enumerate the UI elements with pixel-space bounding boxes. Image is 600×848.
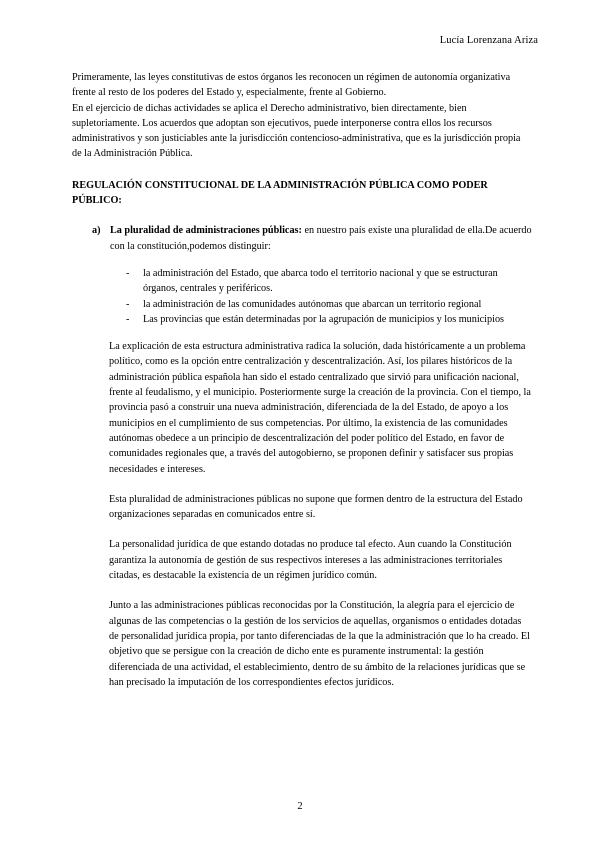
list-item-a-body [110,223,532,254]
intro-paragraph-1: Primeramente, las leyes constitutivas de estos órganos les reconocen un régimen de autonomía organizativa frente al resto de los poderes del Estado y, especialmente, frente al Gobierno. [72,72,511,99]
body-paragraph-4: Junto a las administraciones públicas reconocidas por la Constitución, la alegría para el ejercicio de algunas de las competencias o la gestión de los servicios de aquellas, organismos o entidades dotadas de personalidad jurídica propia, por tanto diferenciadas de la que la administración que lo ha creado. El objetivo que se persigue con la creación de dicho ente es puramente instrumental: la gestión diferenciada de una actividad, el establecimiento, dentro de su ámbito de la relaciones jurídicas que se han precisado la imputación de los correspondientes efectos jurídicos. [109,600,530,688]
dash-list-item: - Las provincias que están determinadas por la agrupación de municipios y los municipios [126,312,532,327]
dash-list-item: - la administración del Estado, que abarca todo el territorio nacional y que se estructuran órganos, centrales y periféricos. [126,266,532,297]
section-heading: REGULACIÓN CONSTITUCIONAL DE LA ADMINISTRACIÓN PÚBLICA COMO PODER PÚBLICO: [72,179,488,207]
dash-list-item: - la administración de las comunidades autónomas que abarcan un territorio regional [126,297,532,312]
page-number: 2 [297,801,303,812]
list-marker-a: a) [92,225,101,237]
body-paragraph-1: La explicación de esta estructura administrativa radica la solución, dada históricamente a un problema político, como es la opción entre centralización y descentralización. Así, los pilares históricos de la administración pública española han sido el estado centralizado que sirvió para unificación nacional, frente al feudalismo, y el municipio. Posteriormente surge la creación de la provincia. Con el tiempo, la provincia pasó a construir una nueva administración, diferenciada de la del Estado, de apoyo a los municipios en el cumplimiento de sus competencias. Por último, la existencia de las comunidades autónomas obedece a un principio de descentralización del poder político del Estado, en favor de comunidades regionales que, a través del autogobierno, se proponen definir y satisfacer sus propias necesidades e intereses. [109,341,531,475]
list-item-a-text: en nuestro país existe una pluralidad de ella.De acuerdo con la constitución,podemos distinguir: [110,225,532,252]
author-header: Lucía Lorenzana Ariza [439,35,538,46]
body-paragraph-2: Esta pluralidad de administraciones públicas no supone que formen dentro de la estructura del Estado organizaciones separadas en comunicados entre sí. [109,493,523,521]
document-body [72,70,532,705]
intro-paragraph-2: En el ejercicio de dichas actividades se aplica el Derecho administrativo, bien directamente, bien supletoriamente. Los acuerdos que adoptan son ejecutivos, puede interponerse contra ellos los recursos administrativos y son justiciables ante la jurisdicción contencioso-administrativa, que es la jurisdicción propia de la Administración Pública. [72,102,521,160]
dash-list [72,266,532,327]
list-item-a [92,223,532,254]
body-paragraph-3: La personalidad jurídica de que estando dotadas no produce tal efecto. Aun cuando la Constitución garantiza la autonomía de gestión de sus respectivos intereses a las administraciones territoriales citadas, es destacable la existencia de un régimen jurídico común. [109,539,512,582]
list-item-a-title: La pluralidad de administraciones públicas: [110,225,302,237]
